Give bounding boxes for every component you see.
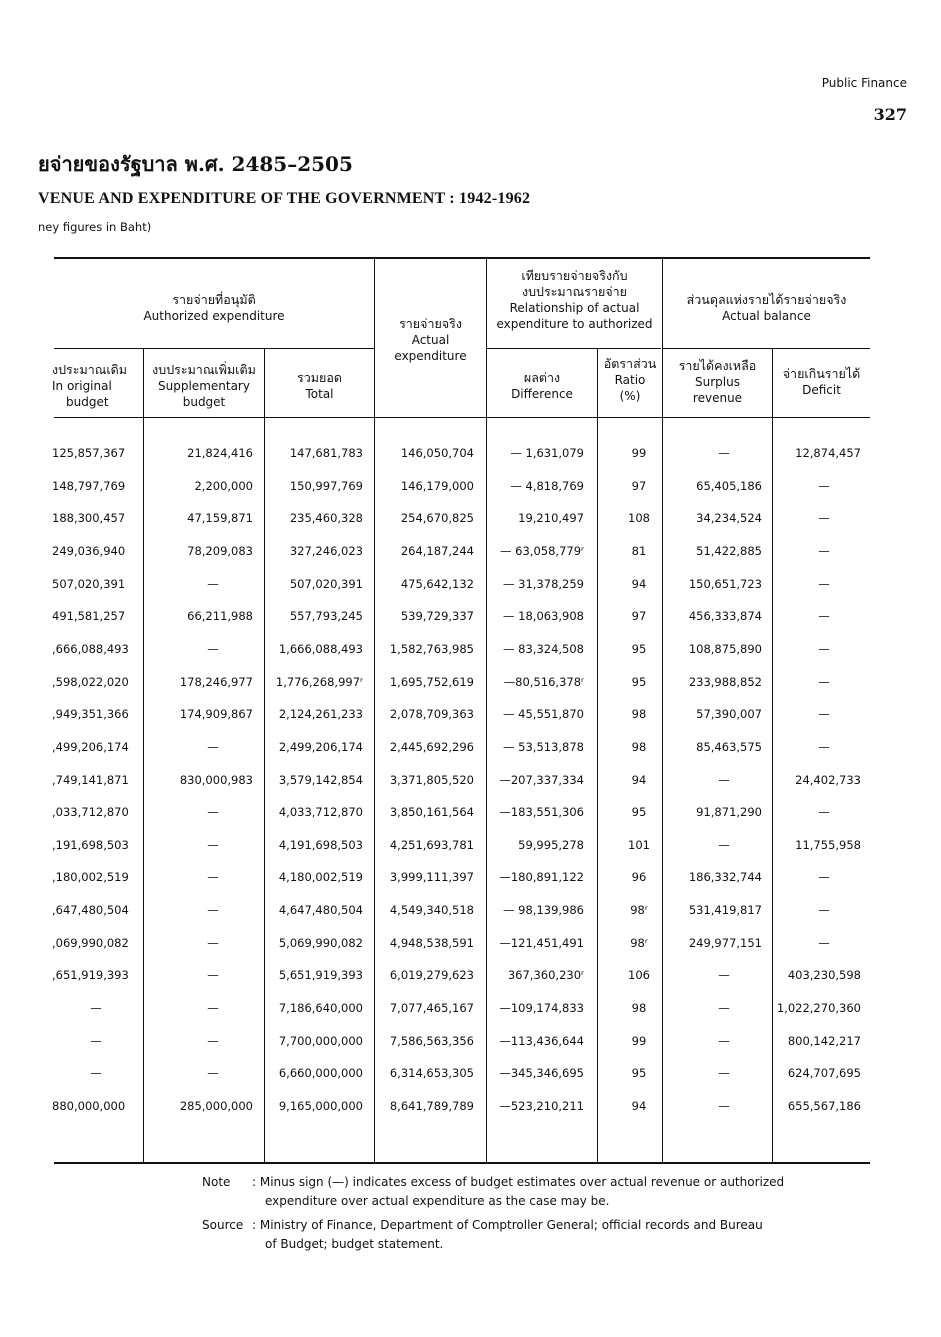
header-surplus-en2: revenue xyxy=(692,391,743,405)
surplus-revenue-cell: — xyxy=(718,1066,730,1081)
difference-cell: — 4,818,769 xyxy=(510,478,584,493)
ratio-cell: 97 xyxy=(631,609,647,624)
source-line-2: of Budget; budget statement. xyxy=(265,1237,444,1251)
difference-cell: —80,516,378ʳ xyxy=(503,674,584,689)
header-difference-en: Difference xyxy=(511,387,573,401)
difference-cell: — 83,324,508 xyxy=(503,641,584,656)
header-actual-th: รายจ่ายจริง xyxy=(399,316,462,331)
actual-expenditure-cell: 1,695,752,619 xyxy=(389,674,474,689)
ratio-cell: 98 xyxy=(631,1001,647,1016)
supplementary-budget-cell: 285,000,000 xyxy=(179,1099,253,1113)
surplus-revenue-cell: 456,333,874 xyxy=(688,609,762,624)
deficit-cell: — xyxy=(818,805,830,820)
original-budget-cell: 188,300,457 xyxy=(52,511,126,526)
table-bottom-rule xyxy=(54,1162,870,1164)
difference-cell: — 31,378,259 xyxy=(503,576,584,591)
deficit-cell: 24,402,733 xyxy=(795,772,861,787)
supplementary-budget-cell: — xyxy=(207,870,219,885)
title-english: VENUE AND EXPENDITURE OF THE GOVERNMENT : 1942-1962 xyxy=(38,190,531,207)
ratio-cell: 98 xyxy=(631,739,647,754)
actual-expenditure-cell: 264,187,244 xyxy=(400,543,474,558)
header-total xyxy=(265,370,374,402)
supplementary-budget-cell: 2,200,000 xyxy=(194,478,253,493)
header-supplementary xyxy=(144,362,264,410)
original-budget-cell: ,598,022,020 xyxy=(52,674,129,689)
original-budget-cell: ,180,002,519 xyxy=(52,870,129,885)
surplus-revenue-cell: 233,988,852 xyxy=(688,674,762,689)
original-budget-cell: ,749,141,871 xyxy=(52,772,129,787)
header-difference xyxy=(487,370,597,402)
total-cell: 4,647,480,504 xyxy=(278,903,363,918)
header-balance-th: ส่วนดุลแห่งรายได้รายจ่ายจริง xyxy=(686,292,847,307)
page-number: 327 xyxy=(873,105,907,124)
difference-cell: —113,436,644 xyxy=(499,1033,584,1048)
ratio-cell: 97 xyxy=(631,478,647,493)
supplementary-budget-cell: 21,824,416 xyxy=(187,446,253,460)
surplus-revenue-cell: 65,405,186 xyxy=(696,478,762,493)
difference-cell: —180,891,122 xyxy=(499,870,584,885)
supplementary-budget-cell: — xyxy=(207,805,219,820)
deficit-cell: — xyxy=(818,543,830,558)
surplus-revenue-cell: — xyxy=(718,772,730,787)
actual-expenditure-cell: 146,050,704 xyxy=(400,446,474,460)
surplus-revenue-cell: 85,463,575 xyxy=(696,739,762,754)
header-original-th: งประมาณเดิม xyxy=(52,362,127,377)
original-budget-cell: ,033,712,870 xyxy=(52,805,129,820)
header-balance xyxy=(663,292,870,324)
actual-expenditure-cell: 4,549,340,518 xyxy=(389,903,474,918)
actual-expenditure-cell: 4,948,538,591 xyxy=(389,935,474,950)
surplus-revenue-cell: 249,977,151 xyxy=(688,935,762,950)
difference-cell: —121,451,491 xyxy=(499,935,584,950)
actual-expenditure-cell: 1,582,763,985 xyxy=(389,641,474,656)
total-cell: 1,666,088,493 xyxy=(278,641,363,656)
ratio-cell: 96 xyxy=(631,870,647,885)
original-budget-cell: ,651,919,393 xyxy=(52,968,129,983)
total-cell: 327,246,023 xyxy=(289,543,363,558)
supplementary-budget-cell: — xyxy=(207,576,219,591)
actual-expenditure-cell: 3,999,111,397 xyxy=(389,870,474,885)
deficit-cell: 1,022,270,360 xyxy=(776,1001,861,1016)
surplus-revenue-cell: — xyxy=(718,1033,730,1048)
supplementary-budget-cell: 66,211,988 xyxy=(187,609,253,624)
actual-expenditure-cell: 2,445,692,296 xyxy=(389,739,474,754)
header-original-en1: In original xyxy=(52,379,112,393)
col-divider-1 xyxy=(143,348,144,1162)
ratio-cell: 98ʳ xyxy=(630,935,648,950)
note-line-1: : Minus sign (—) indicates excess of budget estimates over actual revenue or authorized xyxy=(252,1175,785,1189)
title-thai: ยจ่ายของรัฐบาล พ.ศ. 2485–2505 xyxy=(38,152,353,176)
difference-cell: —523,210,211 xyxy=(499,1099,584,1113)
header-bottom-rule xyxy=(54,417,870,418)
ratio-cell: 99 xyxy=(631,446,647,460)
actual-expenditure-cell: 7,077,465,167 xyxy=(389,1001,474,1016)
note-label: Note xyxy=(202,1175,231,1189)
total-cell: 235,460,328 xyxy=(289,511,363,526)
supplementary-budget-cell: — xyxy=(207,739,219,754)
header-deficit-en: Deficit xyxy=(802,383,841,397)
header-authorized-en: Authorized expenditure xyxy=(143,309,285,323)
source-label: Source xyxy=(202,1218,244,1232)
surplus-revenue-cell: 150,651,723 xyxy=(688,576,762,591)
header-surplus xyxy=(663,358,772,406)
surplus-revenue-cell: — xyxy=(718,1099,730,1113)
actual-expenditure-cell: 6,314,653,305 xyxy=(389,1066,474,1081)
subtitle: ney figures in Baht) xyxy=(38,220,152,234)
deficit-cell: — xyxy=(818,870,830,885)
difference-cell: —207,337,334 xyxy=(499,772,584,787)
total-cell: 507,020,391 xyxy=(289,576,363,591)
total-cell: 557,793,245 xyxy=(289,609,363,624)
ratio-cell: 94 xyxy=(631,772,647,787)
header-surplus-th: รายได้คงเหลือ xyxy=(678,358,757,373)
deficit-cell: 12,874,457 xyxy=(795,446,861,460)
actual-expenditure-cell: 3,371,805,520 xyxy=(389,772,474,787)
supplementary-budget-cell: — xyxy=(207,1033,219,1048)
original-budget-cell: ,069,990,082 xyxy=(52,935,129,950)
difference-cell: — 45,551,870 xyxy=(503,707,584,722)
ratio-cell: 94 xyxy=(631,1099,647,1113)
header-total-en: Total xyxy=(305,387,334,401)
header-relationship xyxy=(487,268,662,332)
original-budget-cell: — xyxy=(90,1001,102,1016)
deficit-cell: — xyxy=(818,739,830,754)
original-budget-cell: 880,000,000 xyxy=(52,1099,126,1113)
surplus-revenue-cell: — xyxy=(718,837,730,852)
supplementary-budget-cell: 47,159,871 xyxy=(187,511,253,526)
total-cell: 2,499,206,174 xyxy=(278,739,363,754)
deficit-cell: — xyxy=(818,478,830,493)
actual-expenditure-cell: 146,179,000 xyxy=(400,478,474,493)
deficit-cell: — xyxy=(818,576,830,591)
total-cell: 4,033,712,870 xyxy=(278,805,363,820)
surplus-revenue-cell: — xyxy=(718,1001,730,1016)
header-original-en2: budget xyxy=(66,395,109,409)
supplementary-budget-cell: — xyxy=(207,935,219,950)
original-budget-cell: 249,036,940 xyxy=(52,543,126,558)
difference-cell: —345,346,695 xyxy=(499,1066,584,1081)
original-budget-cell: 491,581,257 xyxy=(52,609,126,624)
total-cell: 150,997,769 xyxy=(289,478,363,493)
surplus-revenue-cell: 51,422,885 xyxy=(696,543,762,558)
header-ratio-th: อัตราส่วน xyxy=(603,356,657,371)
total-cell: 5,651,919,393 xyxy=(278,968,363,983)
original-budget-cell: 148,797,769 xyxy=(52,478,126,493)
header-actual-en2: expenditure xyxy=(394,349,467,363)
difference-cell: — 53,513,878 xyxy=(503,739,584,754)
ratio-cell: 81 xyxy=(631,543,647,558)
original-budget-cell: ,191,698,503 xyxy=(52,837,129,852)
original-budget-cell: ,499,206,174 xyxy=(52,739,129,754)
original-budget-cell: 507,020,391 xyxy=(52,576,126,591)
surplus-revenue-cell: 57,390,007 xyxy=(696,707,762,722)
deficit-cell: 800,142,217 xyxy=(787,1033,861,1048)
note-line-2: expenditure over actual expenditure as the case may be. xyxy=(265,1194,610,1208)
header-authorized xyxy=(54,292,374,324)
col-divider-5 xyxy=(597,348,598,1162)
header-supplementary-en1: Supplementary xyxy=(158,379,250,393)
header-ratio-en1: Ratio xyxy=(614,373,646,387)
surplus-revenue-cell: 108,875,890 xyxy=(688,641,762,656)
actual-expenditure-cell: 2,078,709,363 xyxy=(389,707,474,722)
supplementary-budget-cell: — xyxy=(207,837,219,852)
header-deficit xyxy=(773,366,870,398)
difference-cell: — 18,063,908 xyxy=(503,609,584,624)
ratio-cell: 94 xyxy=(631,576,647,591)
surplus-revenue-cell: — xyxy=(718,446,730,460)
total-cell: 9,165,000,000 xyxy=(278,1099,363,1113)
supplementary-budget-cell: — xyxy=(207,641,219,656)
header-balance-en: Actual balance xyxy=(722,309,811,323)
surplus-revenue-cell: 186,332,744 xyxy=(688,870,762,885)
header-ratio-en2: (%) xyxy=(619,389,641,403)
supplementary-budget-cell: — xyxy=(207,1001,219,1016)
total-cell: 5,069,990,082 xyxy=(278,935,363,950)
deficit-cell: — xyxy=(818,609,830,624)
section-label: Public Finance xyxy=(821,76,907,90)
ratio-cell: 98 xyxy=(631,707,647,722)
deficit-cell: 403,230,598 xyxy=(787,968,861,983)
difference-cell: — 1,631,079 xyxy=(510,446,584,460)
total-cell: 1,776,268,997ʳ xyxy=(275,674,363,689)
total-cell: 7,700,000,000 xyxy=(278,1033,363,1048)
ratio-cell: 101 xyxy=(628,837,650,852)
original-budget-cell: ,949,351,366 xyxy=(52,707,129,722)
deficit-cell: — xyxy=(818,641,830,656)
header-authorized-th: รายจ่ายที่อนุมัติ xyxy=(172,292,256,307)
supplementary-budget-cell: 174,909,867 xyxy=(179,707,253,722)
actual-expenditure-cell: 475,642,132 xyxy=(400,576,474,591)
ratio-cell: 99 xyxy=(631,1033,647,1048)
total-cell: 4,191,698,503 xyxy=(278,837,363,852)
difference-cell: —183,551,306 xyxy=(499,805,584,820)
header-total-th: รวมยอด xyxy=(297,370,342,385)
ratio-cell: 95 xyxy=(631,1066,647,1081)
supplementary-budget-cell: 78,209,083 xyxy=(187,543,253,558)
header-supplementary-th: งบประมาณเพิ่มเติม xyxy=(152,362,256,377)
header-surplus-en1: Surplus xyxy=(695,375,740,389)
deficit-cell: — xyxy=(818,674,830,689)
surplus-revenue-cell: — xyxy=(718,968,730,983)
ratio-cell: 106 xyxy=(628,968,650,983)
total-cell: 6,660,000,000 xyxy=(278,1066,363,1081)
deficit-cell: — xyxy=(818,707,830,722)
header-actual xyxy=(375,316,486,364)
actual-expenditure-cell: 8,641,789,789 xyxy=(389,1099,474,1113)
surplus-revenue-cell: 34,234,524 xyxy=(696,511,762,526)
original-budget-cell: — xyxy=(90,1066,102,1081)
header-relationship-th1: เทียบรายจ่ายจริงกับ xyxy=(521,268,628,283)
supplementary-budget-cell: — xyxy=(207,968,219,983)
actual-expenditure-cell: 6,019,279,623 xyxy=(389,968,474,983)
supplementary-budget-cell: 830,000,983 xyxy=(179,772,253,787)
deficit-cell: 11,755,958 xyxy=(795,837,861,852)
header-supplementary-en2: budget xyxy=(182,395,226,409)
ratio-cell: 95 xyxy=(631,674,647,689)
deficit-cell: — xyxy=(818,511,830,526)
deficit-cell: — xyxy=(818,935,830,950)
deficit-cell: — xyxy=(818,903,830,918)
header-relationship-th2: งบประมาณรายจ่าย xyxy=(522,284,627,299)
surplus-revenue-cell: 531,419,817 xyxy=(688,903,762,918)
total-cell: 4,180,002,519 xyxy=(278,870,363,885)
ratio-cell: 95 xyxy=(631,641,647,656)
ratio-cell: 95 xyxy=(631,805,647,820)
difference-cell: 59,995,278 xyxy=(518,837,584,852)
total-cell: 2,124,261,233 xyxy=(278,707,363,722)
header-deficit-th: จ่ายเกินรายได้ xyxy=(782,366,861,381)
table-top-rule xyxy=(54,257,870,259)
deficit-cell: 624,707,695 xyxy=(787,1066,861,1081)
source-line-1: : Ministry of Finance, Department of Comptroller General; official records and Bureau xyxy=(252,1218,763,1232)
ratio-cell: 108 xyxy=(628,511,650,526)
supplementary-budget-cell: 178,246,977 xyxy=(179,674,253,689)
total-cell: 147,681,783 xyxy=(289,446,363,460)
header-relationship-en2: expenditure to authorized xyxy=(496,317,653,331)
header-mid-rule-relationship xyxy=(487,348,661,349)
header-mid-rule-left xyxy=(54,348,374,349)
original-budget-cell: ,666,088,493 xyxy=(52,641,129,656)
header-relationship-en1: Relationship of actual xyxy=(509,301,640,315)
header-difference-th: ผลต่าง xyxy=(523,370,561,385)
total-cell: 3,579,142,854 xyxy=(278,772,363,787)
header-actual-en1: Actual xyxy=(411,333,450,347)
header-ratio xyxy=(598,356,662,404)
supplementary-budget-cell: — xyxy=(207,1066,219,1081)
actual-expenditure-cell: 254,670,825 xyxy=(400,511,474,526)
total-cell: 7,186,640,000 xyxy=(278,1001,363,1016)
difference-cell: — 63,058,779ʳ xyxy=(500,543,584,558)
supplementary-budget-cell: — xyxy=(207,903,219,918)
difference-cell: —109,174,833 xyxy=(499,1001,584,1016)
difference-cell: 367,360,230ʳ xyxy=(507,968,584,983)
actual-expenditure-cell: 4,251,693,781 xyxy=(389,837,474,852)
header-mid-rule-balance xyxy=(663,348,870,349)
original-budget-cell: ,647,480,504 xyxy=(52,903,129,918)
original-budget-cell: 125,857,367 xyxy=(52,446,126,460)
actual-expenditure-cell: 7,586,563,356 xyxy=(389,1033,474,1048)
actual-expenditure-cell: 539,729,337 xyxy=(400,609,474,624)
surplus-revenue-cell: 91,871,290 xyxy=(696,805,762,820)
difference-cell: 19,210,497 xyxy=(518,511,584,526)
original-budget-cell: — xyxy=(90,1033,102,1048)
header-original xyxy=(52,362,143,410)
actual-expenditure-cell: 3,850,161,564 xyxy=(389,805,474,820)
difference-cell: — 98,139,986 xyxy=(503,903,584,918)
deficit-cell: 655,567,186 xyxy=(787,1099,861,1113)
ratio-cell: 98ʳ xyxy=(630,903,648,918)
